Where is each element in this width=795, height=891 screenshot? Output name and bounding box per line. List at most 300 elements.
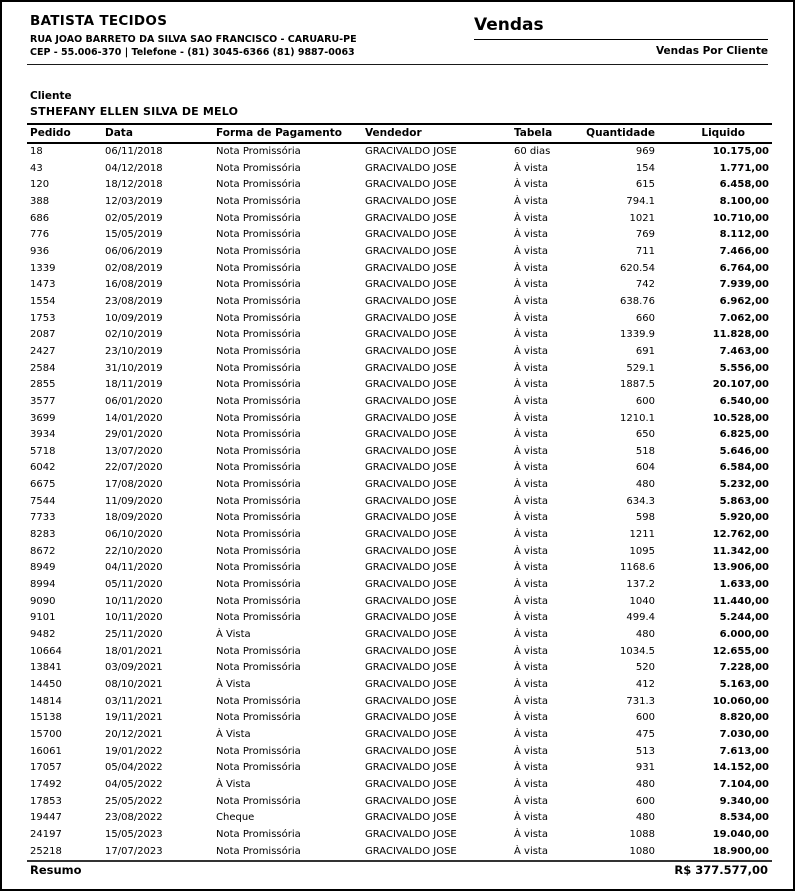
sales-table-header — [27, 124, 772, 143]
table-cell: À vista — [514, 195, 548, 207]
table-cell: GRACIVALDO JOSE — [365, 379, 457, 391]
table-cell: À vista — [514, 595, 548, 607]
table-cell: GRACIVALDO JOSE — [365, 162, 457, 174]
column-header-forma-de-pagamento: Forma de Pagamento — [216, 124, 365, 143]
table-cell: À vista — [514, 445, 548, 457]
table-cell: 17853 — [30, 795, 62, 807]
table-row — [27, 577, 772, 594]
table-cell: 2087 — [30, 329, 56, 341]
table-cell: 17057 — [30, 762, 62, 774]
table-cell: 6.458,00 — [719, 179, 769, 191]
table-cell: 11/09/2020 — [105, 495, 163, 507]
table-cell: 931 — [635, 762, 655, 774]
table-cell: 43 — [30, 162, 43, 174]
table-cell: GRACIVALDO JOSE — [365, 212, 457, 224]
table-cell: 480 — [635, 812, 655, 824]
table-row — [27, 777, 772, 794]
table-cell: 731.3 — [626, 695, 655, 707]
column-header-liquido: Liquido — [660, 124, 772, 143]
table-cell: 18 — [30, 146, 43, 157]
table-cell: À vista — [514, 812, 548, 824]
table-cell: À vista — [514, 612, 548, 624]
table-cell: GRACIVALDO JOSE — [365, 645, 457, 657]
table-row — [27, 544, 772, 561]
summary-row — [27, 863, 768, 877]
table-cell: À vista — [514, 828, 548, 840]
company-address-line2: CEP - 55.006-370 | Telefone - (81) 3045-6366 (81) 9887-0063 — [30, 47, 355, 58]
table-cell: 02/10/2019 — [105, 329, 163, 341]
table-cell: 60 dias — [514, 146, 551, 157]
table-cell: 15/05/2019 — [105, 229, 163, 241]
table-cell: GRACIVALDO JOSE — [365, 245, 457, 257]
table-cell: 9090 — [30, 595, 56, 607]
client-label: Cliente — [30, 90, 72, 102]
table-cell: À vista — [514, 695, 548, 707]
table-cell: Nota Promissória — [216, 745, 301, 757]
table-cell: 5.556,00 — [719, 362, 769, 374]
table-cell: 02/08/2019 — [105, 262, 163, 274]
table-cell: 1887.5 — [620, 379, 655, 391]
table-row — [27, 211, 772, 228]
table-cell: 06/06/2019 — [105, 245, 163, 257]
table-cell: 2584 — [30, 362, 56, 374]
table-cell: 18.900,00 — [712, 845, 769, 857]
table-cell: À vista — [514, 662, 548, 674]
table-cell: GRACIVALDO JOSE — [365, 762, 457, 774]
table-cell: GRACIVALDO JOSE — [365, 662, 457, 674]
table-cell: 6.000,00 — [719, 629, 769, 641]
table-cell: 5.232,00 — [719, 479, 769, 491]
table-cell: 8.534,00 — [719, 812, 769, 824]
table-cell: À vista — [514, 495, 548, 507]
table-cell: 10.528,00 — [712, 412, 769, 424]
table-cell: 7544 — [30, 495, 56, 507]
table-cell: GRACIVALDO JOSE — [365, 479, 457, 491]
table-cell: 604 — [635, 462, 655, 474]
table-cell: GRACIVALDO JOSE — [365, 629, 457, 641]
table-cell: Nota Promissória — [216, 279, 301, 291]
table-cell: GRACIVALDO JOSE — [365, 679, 457, 690]
table-cell: 529.1 — [626, 362, 655, 374]
table-row — [27, 527, 772, 544]
table-cell: À vista — [514, 562, 548, 574]
table-cell: 620.54 — [620, 262, 655, 274]
table-cell: 12.762,00 — [712, 529, 769, 541]
table-cell: 1339.9 — [620, 329, 655, 341]
table-cell: 1095 — [629, 545, 655, 557]
summary-total: R$ 377.577,00 — [674, 863, 768, 877]
table-cell: 638.76 — [620, 295, 655, 307]
table-cell: À vista — [514, 728, 548, 740]
table-cell: Nota Promissória — [216, 162, 301, 174]
table-cell: À vista — [514, 312, 548, 324]
table-row — [27, 460, 772, 477]
table-cell: 6.962,00 — [719, 295, 769, 307]
table-cell: GRACIVALDO JOSE — [365, 179, 457, 191]
table-row — [27, 277, 772, 294]
table-cell: 17492 — [30, 778, 62, 790]
company-name: BATISTA TECIDOS — [30, 13, 168, 29]
table-cell: 2855 — [30, 379, 56, 391]
table-cell: GRACIVALDO JOSE — [365, 262, 457, 274]
table-cell: 15700 — [30, 728, 62, 740]
table-cell: À Vista — [216, 778, 251, 790]
table-cell: GRACIVALDO JOSE — [365, 429, 457, 441]
table-cell: À vista — [514, 778, 548, 790]
table-cell: 794.1 — [626, 195, 655, 207]
table-cell: GRACIVALDO JOSE — [365, 695, 457, 707]
table-row — [27, 394, 772, 411]
table-cell: 13841 — [30, 662, 62, 674]
table-cell: 05/04/2022 — [105, 762, 163, 774]
table-row — [27, 744, 772, 761]
table-cell: À vista — [514, 295, 548, 307]
table-cell: À vista — [514, 645, 548, 657]
table-row — [27, 727, 772, 744]
table-cell: 10.060,00 — [712, 695, 769, 707]
table-cell: 5.163,00 — [719, 679, 769, 690]
table-row — [27, 244, 772, 261]
table-cell: 06/11/2018 — [105, 146, 163, 157]
table-cell: 8.820,00 — [719, 712, 769, 724]
table-cell: 24197 — [30, 828, 62, 840]
table-cell: À Vista — [216, 728, 251, 740]
table-cell: GRACIVALDO JOSE — [365, 612, 457, 624]
table-cell: Nota Promissória — [216, 695, 301, 707]
table-row — [27, 177, 772, 194]
table-cell: 9101 — [30, 612, 56, 624]
table-cell: À vista — [514, 712, 548, 724]
table-row — [27, 261, 772, 278]
table-cell: Nota Promissória — [216, 312, 301, 324]
table-cell: 1753 — [30, 312, 56, 324]
table-cell: GRACIVALDO JOSE — [365, 545, 457, 557]
table-cell: 23/10/2019 — [105, 345, 163, 357]
table-cell: Nota Promissória — [216, 579, 301, 591]
table-cell: 10.710,00 — [712, 212, 769, 224]
table-cell: Nota Promissória — [216, 379, 301, 391]
table-cell: 1.771,00 — [719, 162, 769, 174]
table-row — [27, 810, 772, 827]
table-cell: 615 — [635, 179, 655, 191]
table-cell: À vista — [514, 229, 548, 241]
table-row — [27, 477, 772, 494]
table-cell: 11.342,00 — [712, 545, 769, 557]
column-header-quantidade: Quantidade — [567, 124, 660, 143]
table-row — [27, 411, 772, 428]
table-row — [27, 510, 772, 527]
table-cell: 634.3 — [626, 495, 655, 507]
table-cell: Nota Promissória — [216, 229, 301, 241]
table-cell: Nota Promissória — [216, 345, 301, 357]
table-cell: 02/05/2019 — [105, 212, 163, 224]
table-cell: 15/05/2023 — [105, 828, 163, 840]
table-cell: 20/12/2021 — [105, 728, 163, 740]
table-cell: 969 — [635, 146, 655, 157]
table-cell: À vista — [514, 262, 548, 274]
table-cell: 475 — [635, 728, 655, 740]
table-row — [27, 444, 772, 461]
table-cell: 518 — [635, 445, 655, 457]
table-cell: GRACIVALDO JOSE — [365, 445, 457, 457]
table-cell: GRACIVALDO JOSE — [365, 529, 457, 541]
table-row — [27, 227, 772, 244]
table-row — [27, 760, 772, 777]
report-header — [474, 15, 768, 57]
table-cell: 5.646,00 — [719, 445, 769, 457]
table-cell: 711 — [635, 245, 655, 257]
table-cell: Nota Promissória — [216, 412, 301, 424]
table-cell: Nota Promissória — [216, 645, 301, 657]
column-header-tabela: Tabela — [514, 124, 567, 143]
table-cell: GRACIVALDO JOSE — [365, 828, 457, 840]
table-cell: 29/01/2020 — [105, 429, 163, 441]
table-cell: 06/10/2020 — [105, 529, 163, 541]
header-divider — [27, 64, 768, 65]
table-cell: 5.863,00 — [719, 495, 769, 507]
table-cell: 7.463,00 — [719, 345, 769, 357]
table-cell: À vista — [514, 745, 548, 757]
table-row — [27, 844, 772, 862]
table-cell: GRACIVALDO JOSE — [365, 345, 457, 357]
table-row — [27, 660, 772, 677]
table-cell: 691 — [635, 345, 655, 357]
table-cell: GRACIVALDO JOSE — [365, 462, 457, 474]
table-cell: 04/05/2022 — [105, 778, 163, 790]
table-cell: GRACIVALDO JOSE — [365, 712, 457, 724]
table-cell: À vista — [514, 245, 548, 257]
table-row — [27, 677, 772, 694]
table-cell: GRACIVALDO JOSE — [365, 579, 457, 591]
table-cell: À vista — [514, 479, 548, 491]
table-cell: GRACIVALDO JOSE — [365, 595, 457, 607]
table-cell: 154 — [635, 162, 655, 174]
table-cell: 499.4 — [626, 612, 655, 624]
table-cell: 23/08/2019 — [105, 295, 163, 307]
company-address-line1: RUA JOAO BARRETO DA SILVA SAO FRANCISCO - CARUARU-PE — [30, 34, 357, 45]
table-cell: 23/08/2022 — [105, 812, 163, 824]
table-cell: À vista — [514, 845, 548, 857]
table-row — [27, 794, 772, 811]
table-cell: 14/01/2020 — [105, 412, 163, 424]
table-row — [27, 827, 772, 844]
table-row — [27, 594, 772, 611]
table-cell: 03/11/2021 — [105, 695, 163, 707]
table-cell: 8672 — [30, 545, 56, 557]
table-cell: 1.633,00 — [719, 579, 769, 591]
table-cell: GRACIVALDO JOSE — [365, 395, 457, 407]
table-cell: 600 — [635, 395, 655, 407]
table-cell: 660 — [635, 312, 655, 324]
table-cell: Nota Promissória — [216, 245, 301, 257]
table-cell: 480 — [635, 778, 655, 790]
table-row — [27, 627, 772, 644]
table-cell: Nota Promissória — [216, 179, 301, 191]
table-cell: À vista — [514, 679, 548, 690]
company-block — [30, 13, 357, 59]
table-cell: À vista — [514, 329, 548, 341]
table-cell: 18/01/2021 — [105, 645, 163, 657]
table-cell: Nota Promissória — [216, 395, 301, 407]
table-row — [27, 427, 772, 444]
report-subtitle: Vendas Por Cliente — [655, 45, 768, 57]
table-cell: GRACIVALDO JOSE — [365, 845, 457, 857]
table-row — [27, 143, 772, 161]
table-cell: 7.613,00 — [719, 745, 769, 757]
table-cell: GRACIVALDO JOSE — [365, 362, 457, 374]
table-cell: GRACIVALDO JOSE — [365, 229, 457, 241]
table-cell: 10.175,00 — [712, 146, 769, 157]
table-cell: Nota Promissória — [216, 512, 301, 524]
table-cell: 600 — [635, 795, 655, 807]
table-cell: 10/11/2020 — [105, 612, 163, 624]
table-cell: GRACIVALDO JOSE — [365, 745, 457, 757]
table-cell: 9482 — [30, 629, 56, 641]
table-cell: 25218 — [30, 845, 62, 857]
table-cell: 18/11/2019 — [105, 379, 163, 391]
table-cell: 480 — [635, 479, 655, 491]
table-cell: 22/07/2020 — [105, 462, 163, 474]
table-cell: 8994 — [30, 579, 56, 591]
sales-table — [27, 123, 772, 862]
table-cell: GRACIVALDO JOSE — [365, 279, 457, 291]
table-cell: Nota Promissória — [216, 329, 301, 341]
table-cell: À vista — [514, 412, 548, 424]
table-cell: 7.939,00 — [719, 279, 769, 291]
table-cell: 6.764,00 — [719, 262, 769, 274]
table-cell: 1168.6 — [620, 562, 655, 574]
table-row — [27, 311, 772, 328]
table-cell: 1040 — [629, 595, 655, 607]
table-cell: À vista — [514, 379, 548, 391]
table-cell: À vista — [514, 795, 548, 807]
table-cell: 14.152,00 — [712, 762, 769, 774]
table-cell: 513 — [635, 745, 655, 757]
table-cell: 650 — [635, 429, 655, 441]
table-cell: GRACIVALDO JOSE — [365, 195, 457, 207]
table-cell: À vista — [514, 462, 548, 474]
table-cell: 04/11/2020 — [105, 562, 163, 574]
table-cell: 16061 — [30, 745, 62, 757]
table-cell: GRACIVALDO JOSE — [365, 312, 457, 324]
table-cell: 1034.5 — [620, 645, 655, 657]
table-cell: 14814 — [30, 695, 62, 707]
table-cell: 598 — [635, 512, 655, 524]
table-cell: 769 — [635, 229, 655, 241]
table-row — [27, 644, 772, 661]
table-cell: 1473 — [30, 279, 56, 291]
client-name: STHEFANY ELLEN SILVA DE MELO — [30, 105, 239, 118]
table-cell: 7733 — [30, 512, 56, 524]
table-cell: 137.2 — [626, 579, 655, 591]
table-cell: 1088 — [629, 828, 655, 840]
table-cell: GRACIVALDO JOSE — [365, 329, 457, 341]
table-cell: GRACIVALDO JOSE — [365, 562, 457, 574]
table-cell: 3934 — [30, 429, 56, 441]
table-cell: 8283 — [30, 529, 56, 541]
table-cell: GRACIVALDO JOSE — [365, 812, 457, 824]
table-cell: GRACIVALDO JOSE — [365, 778, 457, 790]
table-cell: 936 — [30, 245, 50, 257]
table-cell: Nota Promissória — [216, 495, 301, 507]
table-cell: 11.440,00 — [712, 595, 769, 607]
table-cell: GRACIVALDO JOSE — [365, 512, 457, 524]
table-cell: Nota Promissória — [216, 262, 301, 274]
table-cell: GRACIVALDO JOSE — [365, 412, 457, 424]
table-cell: 5718 — [30, 445, 56, 457]
summary-label: Resumo — [30, 863, 82, 877]
table-cell: À vista — [514, 629, 548, 641]
table-cell: 15138 — [30, 712, 62, 724]
table-cell: GRACIVALDO JOSE — [365, 295, 457, 307]
table-cell: À vista — [514, 362, 548, 374]
table-cell: 388 — [30, 195, 50, 207]
table-row — [27, 194, 772, 211]
table-cell: 742 — [635, 279, 655, 291]
table-row — [27, 694, 772, 711]
table-cell: 5.244,00 — [719, 612, 769, 624]
table-row — [27, 377, 772, 394]
table-cell: 8.100,00 — [719, 195, 769, 207]
table-cell: 1211 — [629, 529, 655, 541]
client-block — [30, 90, 238, 118]
table-cell: 7.466,00 — [719, 245, 769, 257]
table-row — [27, 494, 772, 511]
table-cell: 11.828,00 — [712, 329, 769, 341]
table-cell: 25/05/2022 — [105, 795, 163, 807]
table-cell: 1021 — [629, 212, 655, 224]
table-cell: 600 — [635, 712, 655, 724]
table-cell: 1554 — [30, 295, 56, 307]
table-cell: À vista — [514, 429, 548, 441]
table-cell: 19.040,00 — [712, 828, 769, 840]
table-cell: 686 — [30, 212, 50, 224]
table-cell: À vista — [514, 179, 548, 191]
table-row — [27, 344, 772, 361]
table-cell: Nota Promissória — [216, 545, 301, 557]
table-cell: 13/07/2020 — [105, 445, 163, 457]
table-cell: 06/01/2020 — [105, 395, 163, 407]
table-cell: Nota Promissória — [216, 662, 301, 674]
table-cell: 480 — [635, 629, 655, 641]
table-cell: Nota Promissória — [216, 362, 301, 374]
table-cell: 6.584,00 — [719, 462, 769, 474]
table-cell: Nota Promissória — [216, 479, 301, 491]
table-cell: 20.107,00 — [712, 379, 769, 391]
table-cell: 17/08/2020 — [105, 479, 163, 491]
table-cell: 3699 — [30, 412, 56, 424]
table-cell: 08/10/2021 — [105, 679, 163, 690]
header-row — [27, 124, 772, 143]
table-cell: Nota Promissória — [216, 462, 301, 474]
table-cell: 9.340,00 — [719, 795, 769, 807]
table-cell: Nota Promissória — [216, 195, 301, 207]
table-cell: Nota Promissória — [216, 295, 301, 307]
table-cell: À vista — [514, 529, 548, 541]
table-cell: 2427 — [30, 345, 56, 357]
table-cell: 7.062,00 — [719, 312, 769, 324]
table-cell: Cheque — [216, 812, 255, 824]
table-cell: 03/09/2021 — [105, 662, 163, 674]
table-row — [27, 361, 772, 378]
table-cell: À vista — [514, 545, 548, 557]
table-cell: 6675 — [30, 479, 56, 491]
table-cell: GRACIVALDO JOSE — [365, 795, 457, 807]
table-cell: 6042 — [30, 462, 56, 474]
table-cell: 12.655,00 — [712, 645, 769, 657]
table-cell: À vista — [514, 512, 548, 524]
table-cell: 7.104,00 — [719, 778, 769, 790]
